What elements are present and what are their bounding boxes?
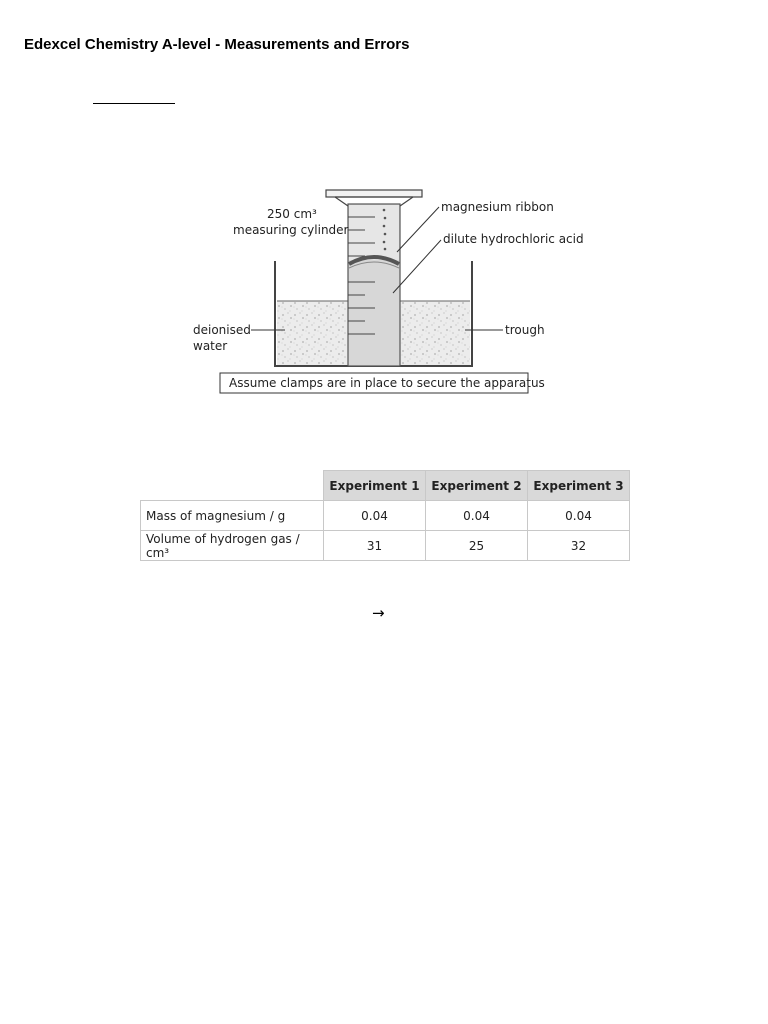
table-row bbox=[141, 531, 630, 561]
column-header: Experiment 2 bbox=[426, 471, 528, 501]
table-corner-cell bbox=[141, 471, 324, 501]
table-row bbox=[141, 501, 630, 531]
label-trough: trough bbox=[505, 323, 545, 337]
label-magnesium-ribbon: magnesium ribbon bbox=[441, 200, 554, 214]
table-cell: 32 bbox=[528, 531, 630, 561]
row-label: Volume of hydrogen gas / cm³ bbox=[141, 531, 324, 561]
results-table bbox=[140, 470, 630, 561]
table-cell: 0.04 bbox=[324, 501, 426, 531]
table-cell: 31 bbox=[324, 531, 426, 561]
clamp-note: Assume clamps are in place to secure the apparatus bbox=[229, 376, 545, 390]
label-deionised: deionised bbox=[193, 323, 251, 337]
cylinder-base bbox=[326, 190, 422, 197]
label-dilute-acid: dilute hydrochloric acid bbox=[443, 232, 584, 246]
table-cell: 25 bbox=[426, 531, 528, 561]
answer-blank-line bbox=[93, 103, 175, 104]
label-measuring-cylinder: measuring cylinder bbox=[233, 223, 349, 237]
table-cell: 0.04 bbox=[528, 501, 630, 531]
table-cell: 0.04 bbox=[426, 501, 528, 531]
apparatus-diagram bbox=[185, 180, 585, 400]
column-header: Experiment 3 bbox=[528, 471, 630, 501]
label-cylinder-volume: 250 cm³ bbox=[267, 207, 317, 221]
arrow-symbol: → bbox=[372, 604, 385, 622]
table-header-row bbox=[141, 471, 630, 501]
row-label: Mass of magnesium / g bbox=[141, 501, 324, 531]
label-water: water bbox=[193, 339, 228, 353]
document-title: Edexcel Chemistry A-level - Measurements and Errors bbox=[24, 36, 410, 53]
column-header: Experiment 1 bbox=[324, 471, 426, 501]
